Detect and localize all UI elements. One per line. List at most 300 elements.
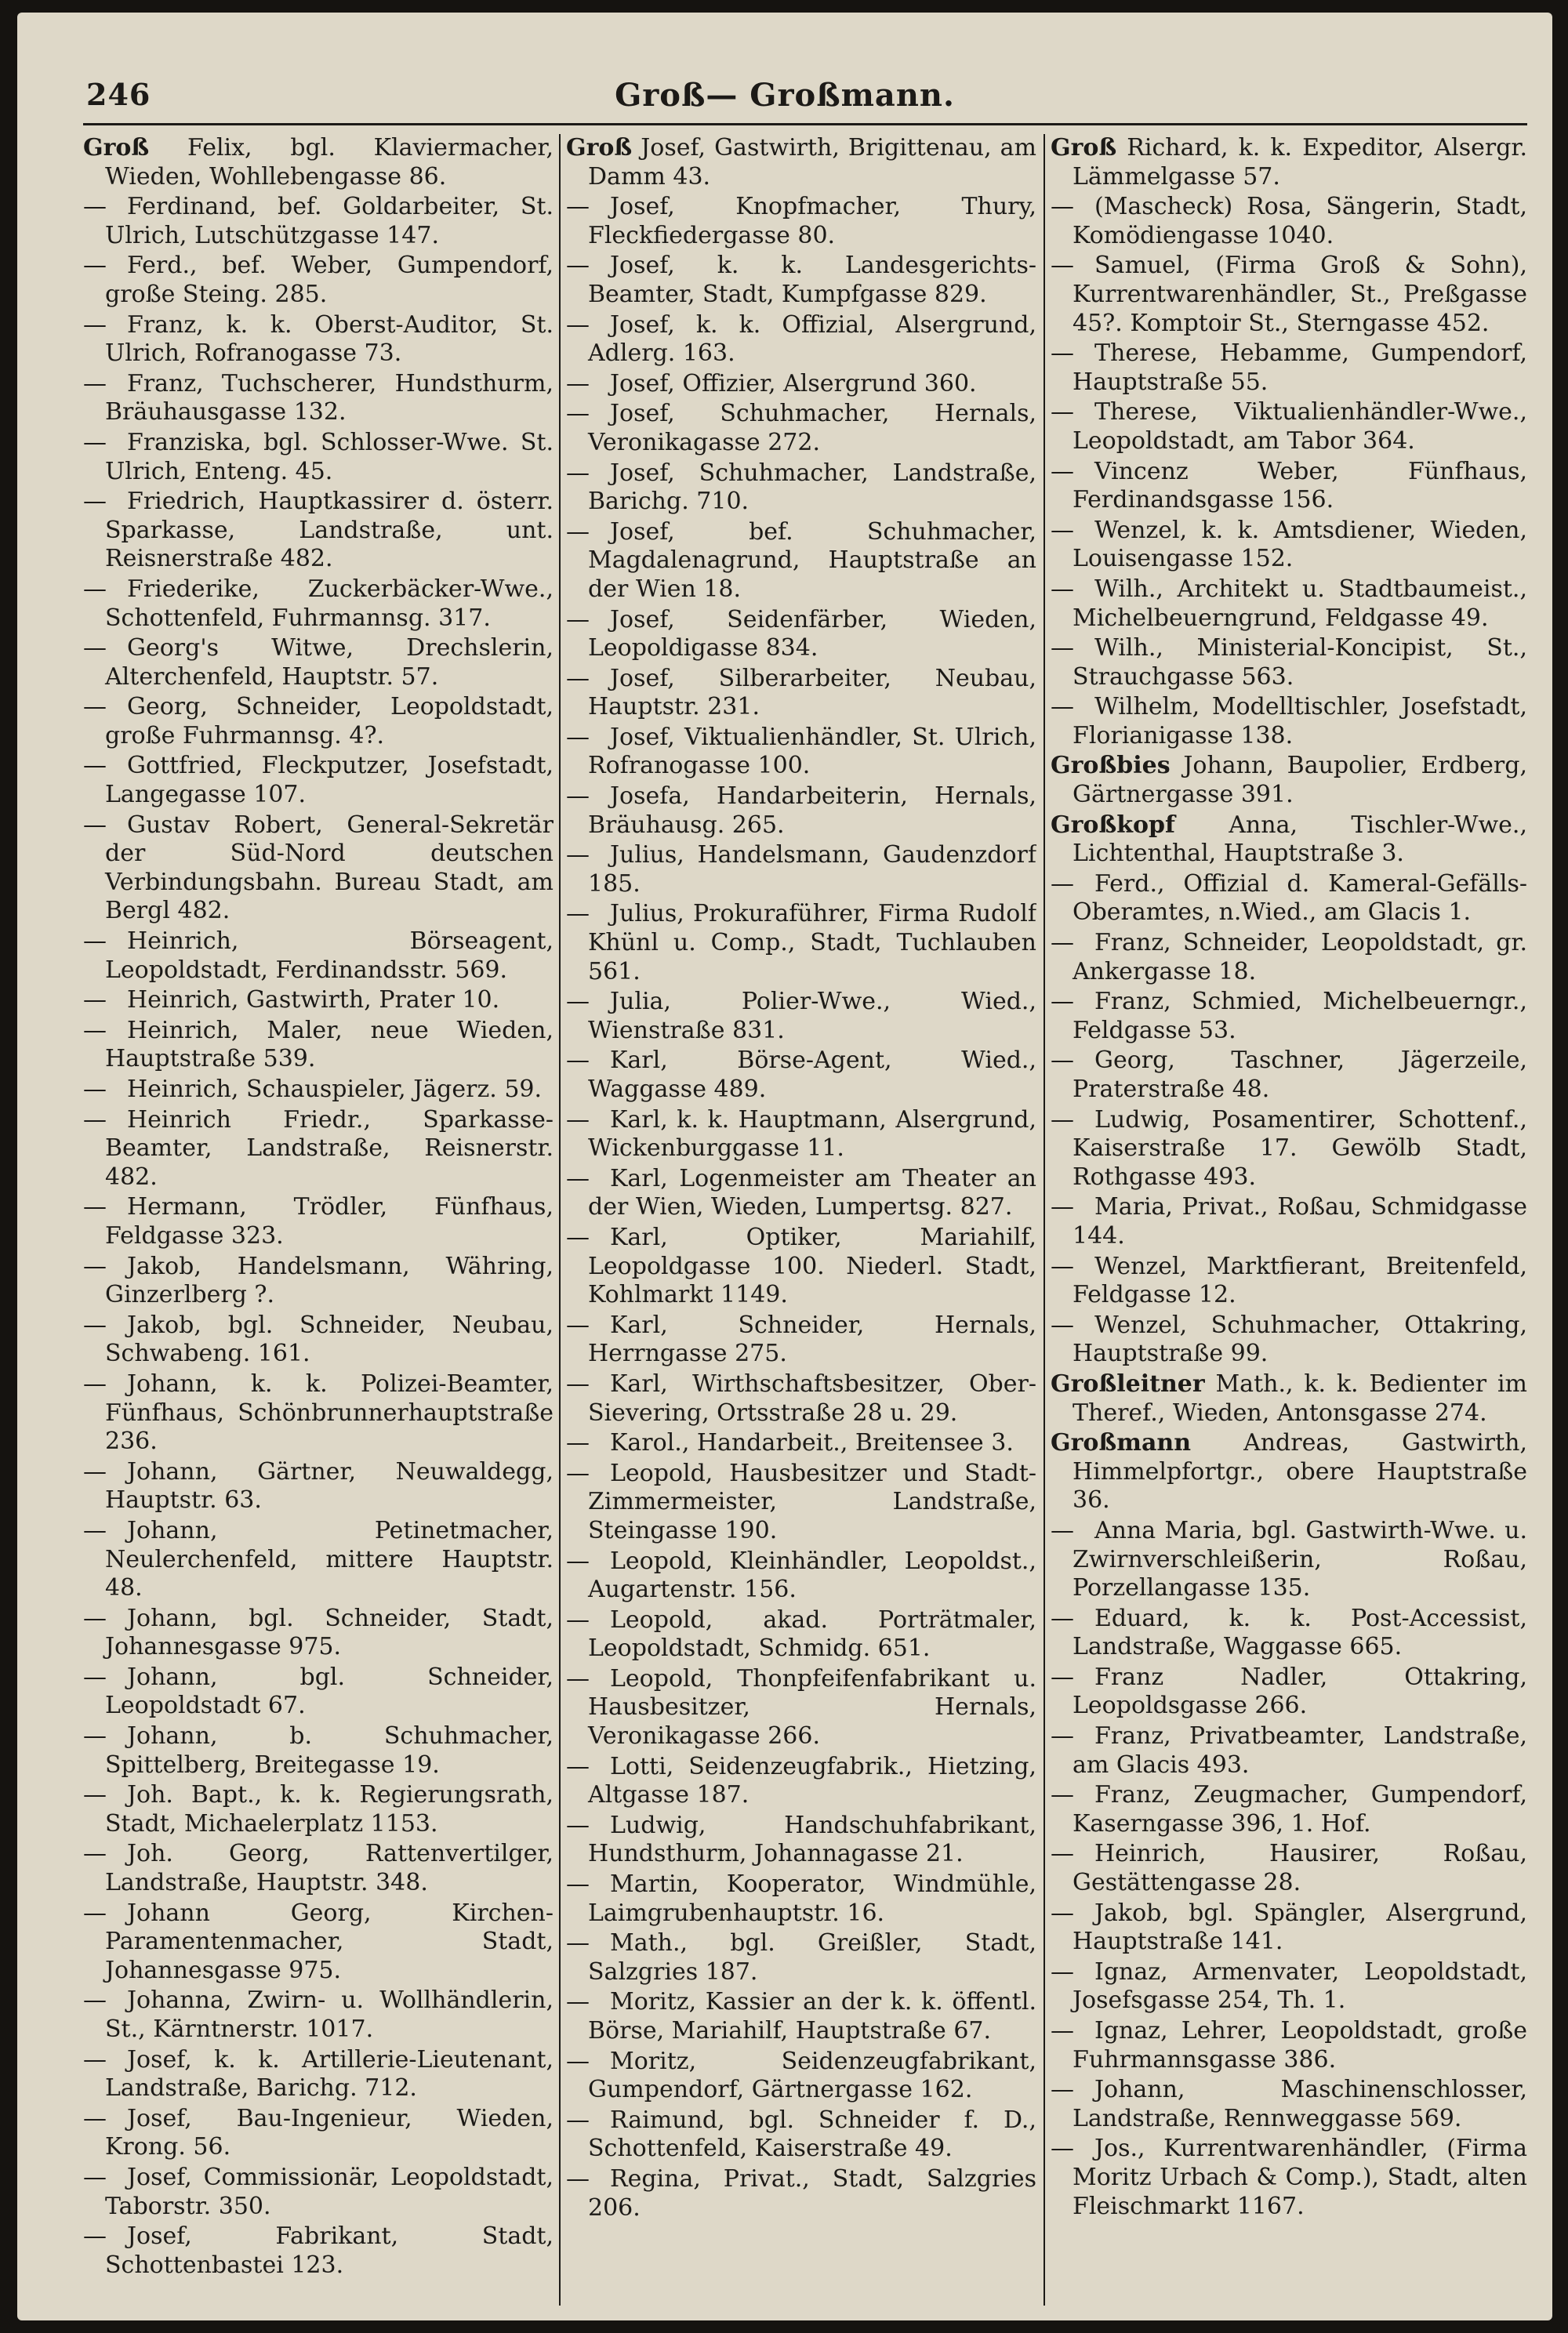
entry-text: Franz, Schneider, Leopoldstadt, gr. Ankergasse 18.	[1073, 929, 1527, 985]
directory-entry	[83, 1458, 554, 1515]
ditto-dash: —	[83, 1311, 107, 1339]
directory-entry	[566, 1312, 1036, 1369]
directory-entry	[83, 488, 554, 574]
directory-entry	[83, 1517, 554, 1603]
ditto-dash: —	[1051, 1516, 1074, 1544]
entry-text: Friedrich, Hauptkassirer d. österr. Sparkasse, Landstraße, unt. Reisnerstraße 482.	[105, 488, 554, 573]
entry-text: Jos., Kurrentwarenhändler, (Firma Moritz Urbach & Comp.), Stadt, alten Fleischmarkt 1167.	[1073, 2135, 1527, 2220]
entry-text: Wenzel, k. k. Amtsdiener, Wieden, Louisengasse 152.	[1073, 516, 1527, 573]
directory-entry	[1051, 1840, 1527, 1897]
column-2	[566, 134, 1036, 2306]
directory-entry	[1051, 634, 1527, 691]
entry-text: Jakob, Handelsmann, Währing, Ginzerlberg ?.	[105, 1252, 554, 1309]
ditto-dash: —	[83, 1370, 107, 1398]
directory-entry	[566, 1606, 1036, 1664]
directory-entry	[566, 665, 1036, 722]
ditto-dash: —	[566, 664, 590, 692]
directory-entry	[83, 2046, 554, 2103]
ditto-dash: —	[1051, 693, 1074, 721]
directory-entry	[1051, 252, 1527, 338]
directory-entry	[1051, 575, 1527, 633]
ditto-dash: —	[1051, 2135, 1074, 2163]
directory-entry	[566, 1665, 1036, 1751]
entry-surname: Großkopf	[1051, 811, 1175, 839]
ditto-dash: —	[566, 723, 590, 751]
entry-text: Karl, Wirthschaftsbesitzer, Ober-Sievering, Ortsstraße 28 u. 29.	[588, 1370, 1036, 1427]
directory-entry	[1051, 2017, 1527, 2074]
directory-entry	[83, 2222, 554, 2280]
entry-text: Karl, Schneider, Hernals, Herrngasse 275.	[588, 1311, 1036, 1368]
entry-text: Moritz, Seidenzeugfabrikant, Gumpendorf, Gärtnergasse 162.	[588, 2047, 1036, 2104]
directory-entry	[566, 2106, 1036, 2164]
entry-surname: Großmann	[1051, 1429, 1192, 1457]
ditto-dash: —	[566, 1370, 590, 1398]
ditto-dash: —	[1051, 1663, 1074, 1691]
entry-text: Franz, Tuchscherer, Hundsthurm, Bräuhausgasse 132.	[105, 369, 554, 426]
ditto-dash: —	[1051, 193, 1074, 221]
directory-entry	[566, 606, 1036, 663]
directory-entry	[83, 986, 554, 1015]
directory-entry	[83, 1722, 554, 1780]
entry-text: Josef, bef. Schuhmacher, Magdalenagrund, Hauptstraße an der Wien 18.	[588, 517, 1036, 603]
directory-entry	[566, 1047, 1036, 1104]
ditto-dash: —	[566, 1311, 590, 1339]
entry-text: Heinrich, Hausirer, Roßau, Gestättengasse 28.	[1073, 1840, 1527, 1897]
entry-text: Georg, Schneider, Leopoldstadt, große Fuhrmannsg. 4?.	[105, 693, 554, 749]
directory-entry	[1051, 870, 1527, 927]
directory-entry	[1051, 693, 1527, 750]
entry-text: Josef, Schuhmacher, Hernals, Veronikagasse 272.	[588, 400, 1036, 456]
entry-text: Johann, bgl. Schneider, Stadt, Johannesgasse 975.	[105, 1604, 554, 1661]
ditto-dash: —	[83, 1016, 107, 1044]
ditto-dash: —	[1051, 988, 1074, 1016]
entry-text: Josef, k. k. Landesgerichts-Beamter, Stadt, Kumpfgasse 829.	[588, 252, 1036, 308]
ditto-dash: —	[1051, 1899, 1074, 1927]
column-3	[1051, 134, 1527, 2306]
ditto-dash: —	[566, 310, 590, 339]
directory-entry	[83, 1840, 554, 1897]
column-1	[83, 134, 554, 2306]
ditto-dash: —	[83, 1663, 107, 1691]
entry-text: Johann, Gärtner, Neuwaldegg, Hauptstr. 63.	[105, 1457, 554, 1515]
directory-entry	[1051, 929, 1527, 986]
entry-text: Leopold, Hausbesitzer und Stadt-Zimmermeister, Landstraße, Steingasse 190.	[588, 1459, 1036, 1544]
ditto-dash: —	[83, 693, 107, 721]
directory-entry	[566, 1812, 1036, 1869]
directory-entry	[1051, 2135, 1527, 2221]
entry-text: Franz Nadler, Ottakring, Leopoldsgasse 266.	[1073, 1663, 1527, 1720]
entry-text: Ferdinand, bef. Goldarbeiter, St. Ulrich, Lutschützgasse 147.	[105, 193, 554, 249]
entry-text: Ludwig, Handschuhfabrikant, Hundsthurm, Johannagasse 21.	[588, 1811, 1036, 1868]
ditto-dash: —	[566, 252, 590, 280]
page-number: 246	[86, 77, 151, 112]
ditto-dash: —	[83, 369, 107, 397]
entry-text: Josef, Bau-Ingenieur, Wieden, Krong. 56.	[105, 2104, 554, 2161]
entry-text: Johann, Maschinenschlosser, Landstraße, Rennweggasse 569.	[1073, 2076, 1527, 2132]
entry-text: Johann, b. Schuhmacher, Spittelberg, Breitegasse 19.	[105, 1722, 554, 1779]
entry-surname: Groß	[566, 134, 633, 161]
entry-text: Heinrich Friedr., Sparkasse-Beamter, Landstraße, Reisnerstr. 482.	[105, 1105, 554, 1191]
directory-entry	[1051, 752, 1527, 809]
entry-text: Johann, Petinetmacher, Neulerchenfeld, mittere Hauptstr. 48.	[105, 1516, 554, 1602]
directory-entry	[1051, 193, 1527, 250]
ditto-dash: —	[83, 1604, 107, 1632]
ditto-dash: —	[1051, 339, 1074, 368]
ditto-dash: —	[1051, 398, 1074, 426]
entry-text: Jakob, bgl. Schneider, Neubau, Schwabeng. 161.	[105, 1311, 554, 1368]
ditto-dash: —	[1051, 1840, 1074, 1868]
ditto-dash: —	[83, 2045, 107, 2074]
directory-entry	[1051, 1370, 1527, 1428]
ditto-dash: —	[83, 488, 107, 516]
ditto-dash: —	[1051, 1105, 1074, 1134]
entry-text: Vincenz Weber, Fünfhaus, Ferdinandsgasse 156.	[1073, 457, 1527, 514]
ditto-dash: —	[83, 1193, 107, 1221]
ditto-dash: —	[83, 986, 107, 1014]
entry-text: Gottfried, Fleckputzer, Josefstadt, Langegasse 107.	[105, 752, 554, 809]
ditto-dash: —	[566, 193, 590, 221]
ditto-dash: —	[566, 1164, 590, 1192]
directory-entry	[566, 1870, 1036, 1928]
entry-text: Johann, k. k. Polizei-Beamter, Fünfhaus, Schönbrunnerhauptstraße 236.	[105, 1370, 554, 1456]
ditto-dash: —	[566, 459, 590, 487]
ditto-dash: —	[1051, 457, 1074, 485]
directory-entry	[566, 1224, 1036, 1310]
ditto-dash: —	[566, 1929, 590, 1957]
ditto-dash: —	[83, 927, 107, 956]
entry-text: Gustav Robert, General-Sekretär der Süd-Nord deutschen Verbindungsbahn. Bureau Stadt, am Bergl 482.	[105, 811, 554, 925]
directory-entry	[83, 752, 554, 809]
ditto-dash: —	[83, 1076, 107, 1103]
ditto-dash: —	[1051, 252, 1074, 280]
directory-entry	[1051, 1664, 1527, 1721]
directory-entry	[566, 1106, 1036, 1163]
directory-entry	[566, 370, 1036, 399]
directory-entry	[83, 1312, 554, 1369]
ditto-dash: —	[566, 1870, 590, 1899]
ditto-dash: —	[1051, 634, 1074, 662]
ditto-dash: —	[1051, 516, 1074, 544]
ditto-dash: —	[83, 428, 107, 456]
ditto-dash: —	[83, 310, 107, 339]
ditto-dash: —	[83, 1252, 107, 1280]
directory-entry	[566, 1753, 1036, 1810]
directory-entry	[566, 900, 1036, 986]
directory-entry	[83, 1899, 554, 1986]
ditto-dash: —	[1051, 1957, 1074, 1986]
entry-text: Hermann, Trödler, Fünfhaus, Feldgasse 323.	[105, 1193, 554, 1250]
running-head: Groß— Großmann.	[615, 77, 955, 114]
directory-entry	[566, 2048, 1036, 2105]
column-divider	[1044, 134, 1045, 2306]
entry-text: Johann, Baupolier, Erdberg, Gärtnergasse 391.	[1073, 752, 1527, 809]
directory-entry	[566, 193, 1036, 250]
ditto-dash: —	[83, 811, 107, 839]
entry-text: Leopold, akad. Porträtmaler, Leopoldstadt, Schmidg. 651.	[588, 1606, 1036, 1663]
entry-text: Josef, k. k. Offizial, Alsergrund, Adlerg. 163.	[588, 310, 1036, 368]
ditto-dash: —	[566, 2047, 590, 2075]
directory-entry	[83, 575, 554, 633]
entry-text: Julius, Prokuraführer, Firma Rudolf Khünl u. Comp., Stadt, Tuchlauben 561.	[588, 900, 1036, 985]
entry-text: Georg's Witwe, Drechslerin, Alterchenfeld, Hauptstr. 57.	[105, 634, 554, 691]
directory-entry	[566, 1460, 1036, 1546]
entry-text: Johann, bgl. Schneider, Leopoldstadt 67.	[105, 1663, 554, 1720]
directory-entry	[83, 429, 554, 486]
entry-text: Therese, Viktualienhändler-Wwe., Leopoldstadt, am Tabor 364.	[1073, 398, 1527, 455]
entry-text: Julia, Polier-Wwe., Wied., Wienstraße 831.	[588, 988, 1036, 1044]
entry-text: Leopold, Thonpfeifenfabrikant u. Hausbesitzer, Hernals, Veronikagasse 266.	[588, 1664, 1036, 1751]
directory-entry	[566, 724, 1036, 781]
entry-surname: Großleitner	[1051, 1370, 1205, 1398]
directory-entry	[566, 518, 1036, 604]
entry-text: Joh. Georg, Rattenvertilger, Landstraße, Hauptstr. 348.	[105, 1840, 554, 1897]
directory-entry	[83, 811, 554, 926]
directory-entry	[1051, 1605, 1527, 1662]
ditto-dash: —	[1051, 1311, 1074, 1339]
entry-surname: Groß	[83, 134, 150, 161]
ditto-dash: —	[1051, 575, 1074, 603]
ditto-dash: —	[83, 575, 107, 603]
ditto-dash: —	[566, 1429, 590, 1457]
entry-text: Heinrich, Maler, neue Wieden, Hauptstraße 539.	[105, 1016, 554, 1073]
directory-entry	[566, 1988, 1036, 2045]
ditto-dash: —	[83, 1899, 107, 1927]
ditto-dash: —	[83, 752, 107, 780]
directory-entry	[83, 1017, 554, 1074]
entry-text: Richard, k. k. Expeditor, Alsergr. Lämmelgasse 57.	[1073, 134, 1527, 190]
entry-text: Franz, Schmied, Michelbeuerngr., Feldgasse 53.	[1073, 988, 1527, 1044]
directory-entry	[1051, 1193, 1527, 1250]
entry-text: Josef, Offizier, Alsergrund 360.	[610, 369, 977, 397]
entry-text: Eduard, k. k. Post-Accessist, Landstraße, Waggasse 665.	[1073, 1604, 1527, 1661]
ditto-dash: —	[83, 1105, 107, 1134]
ditto-dash: —	[566, 1223, 590, 1251]
directory-entry	[1051, 1958, 1527, 2016]
entry-text: Franz, Privatbeamter, Landstraße, am Glacis 493.	[1073, 1722, 1527, 1779]
entry-text: Anna Maria, bgl. Gastwirth-Wwe. u. Zwirnverschleißerin, Roßau, Porzellangasse 135.	[1073, 1516, 1527, 1602]
entry-text: Heinrich, Gastwirth, Prater 10.	[127, 986, 500, 1014]
entry-text: Wenzel, Schuhmacher, Ottakring, Hauptstraße 99.	[1073, 1311, 1527, 1368]
ditto-dash: —	[566, 1664, 590, 1693]
ditto-dash: —	[566, 1606, 590, 1634]
directory-entry	[566, 134, 1036, 191]
directory-entry	[83, 370, 554, 427]
directory-entry	[1051, 458, 1527, 515]
ditto-dash: —	[83, 2163, 107, 2191]
directory-entry	[566, 252, 1036, 309]
ditto-dash: —	[1051, 2017, 1074, 2045]
ditto-dash: —	[566, 900, 590, 928]
entry-text: Julius, Handelsmann, Gaudenzdorf 185.	[588, 841, 1036, 898]
directory-entry	[83, 2105, 554, 2162]
ditto-dash: —	[566, 1047, 590, 1075]
entry-text: Anna, Tischler-Wwe., Lichtenthal, Hauptstraße 3.	[1073, 811, 1527, 868]
ditto-dash: —	[566, 1988, 590, 2016]
directory-entry	[1051, 1429, 1527, 1515]
entry-text: Josef, Silberarbeiter, Neubau, Hauptstr. 231.	[588, 664, 1036, 721]
directory-entry	[1051, 1106, 1527, 1192]
ditto-dash: —	[566, 400, 590, 428]
entry-text: Georg, Taschner, Jägerzeile, Praterstraße 48.	[1073, 1047, 1527, 1103]
ditto-dash: —	[566, 988, 590, 1016]
directory-entry	[83, 1193, 554, 1250]
entry-text: Josef, Viktualienhändler, St. Ulrich, Rofranogasse 100.	[588, 723, 1036, 780]
directory-entry	[1051, 398, 1527, 455]
directory-entry	[83, 1664, 554, 1721]
directory-entry	[566, 841, 1036, 898]
directory-entry	[1051, 1253, 1527, 1310]
directory-entry	[83, 1076, 554, 1105]
entry-text: Josefa, Handarbeiterin, Hernals, Bräuhausg. 265.	[588, 782, 1036, 839]
directory-entry	[1051, 1899, 1527, 1957]
ditto-dash: —	[566, 2106, 590, 2134]
entry-text: Regina, Privat., Stadt, Salzgries 206.	[588, 2164, 1036, 2222]
directory-entry	[1051, 134, 1527, 191]
entry-text: Karl, Logenmeister am Theater an der Wien, Wieden, Lumpertsg. 827.	[588, 1164, 1036, 1221]
directory-entry	[566, 459, 1036, 517]
entry-text: Math., bgl. Greißler, Stadt, Salzgries 187.	[588, 1929, 1036, 1986]
entry-text: Leopold, Kleinhändler, Leopoldst., Augartenstr. 156.	[588, 1547, 1036, 1604]
directory-entry	[566, 1929, 1036, 1986]
entry-text: Karl, Börse-Agent, Wied., Waggasse 489.	[588, 1047, 1036, 1103]
directory-entry	[1051, 517, 1527, 574]
entry-text: Joh. Bapt., k. k. Regierungsrath, Stadt, Michaelerplatz 1153.	[105, 1781, 554, 1838]
entry-text: Heinrich, Schauspieler, Jägerz. 59.	[127, 1076, 543, 1103]
directory-entry	[566, 1165, 1036, 1222]
ditto-dash: —	[83, 193, 107, 221]
directory-entry	[83, 1781, 554, 1838]
entry-text: Andreas, Gastwirth, Himmelpfortgr., obere Hauptstraße 36.	[1073, 1429, 1527, 1515]
directory-entry	[83, 1986, 554, 2044]
directory-entry	[566, 2165, 1036, 2222]
entry-text: Johanna, Zwirn- u. Wollhändlerin, St., Kärntnerstr. 1017.	[105, 1986, 554, 2043]
header-rule	[83, 123, 1527, 125]
entry-text: Franziska, bgl. Schlosser-Wwe. St. Ulrich, Enteng. 45.	[105, 428, 554, 485]
entry-text: Ludwig, Posamentirer, Schottenf., Kaiserstraße 17. Gewölb Stadt, Rothgasse 493.	[1073, 1105, 1527, 1191]
entry-surname: Großbies	[1051, 752, 1171, 780]
entry-text: Friederike, Zuckerbäcker-Wwe., Schottenfeld, Fuhrmannsg. 317.	[105, 575, 554, 632]
entry-text: Ferd., Offizial d. Kameral-Gefälls-Oberamtes, n.Wied., am Glacis 1.	[1073, 869, 1527, 927]
entry-text: Raimund, bgl. Schneider f. D., Schottenfeld, Kaiserstraße 49.	[588, 2106, 1036, 2163]
ditto-dash: —	[566, 1752, 590, 1780]
entry-text: Josef, Commissionär, Leopoldstadt, Taborstr. 350.	[105, 2163, 554, 2220]
entry-text: Wilh., Architekt u. Stadtbaumeist., Michelbeuerngrund, Feldgasse 49.	[1073, 575, 1527, 632]
ditto-dash: —	[83, 634, 107, 662]
ditto-dash: —	[83, 1986, 107, 2015]
directory-entry	[1051, 1047, 1527, 1104]
entry-text: Maria, Privat., Roßau, Schmidgasse 144.	[1073, 1193, 1527, 1250]
directory-entry	[83, 1605, 554, 1662]
directory-entry	[83, 1106, 554, 1192]
entry-text: Ferd., bef. Weber, Gumpendorf, große Steing. 285.	[105, 252, 554, 308]
directory-entry	[83, 927, 554, 985]
directory-entry	[566, 988, 1036, 1045]
ditto-dash: —	[1051, 929, 1074, 957]
entry-text: Josef, Gastwirth, Brigittenau, am Damm 43.	[588, 134, 1036, 190]
ditto-dash: —	[566, 841, 590, 869]
entry-text: Heinrich, Börseagent, Leopoldstadt, Ferdinandsstr. 569.	[105, 927, 554, 984]
entry-text: Franz, k. k. Oberst-Auditor, St. Ulrich, Rofranogasse 73.	[105, 310, 554, 368]
ditto-dash: —	[83, 2222, 107, 2251]
entry-text: Wilh., Ministerial-Koncipist, St., Strauchgasse 563.	[1073, 634, 1527, 691]
entry-text: Josef, k. k. Artillerie-Lieutenant, Landstraße, Barichg. 712.	[105, 2045, 554, 2103]
ditto-dash: —	[566, 605, 590, 633]
ditto-dash: —	[566, 1547, 590, 1575]
entry-text: Therese, Hebamme, Gumpendorf, Hauptstraße 55.	[1073, 339, 1527, 396]
entry-text: Jakob, bgl. Spängler, Alsergrund, Hauptstraße 141.	[1073, 1899, 1527, 1956]
entry-text: Wenzel, Marktfierant, Breitenfeld, Feldgasse 12.	[1073, 1252, 1527, 1309]
directory-entry	[1051, 988, 1527, 1045]
directory-entry	[83, 693, 554, 750]
directory-page	[17, 13, 1552, 2320]
entry-text: Josef, Fabrikant, Stadt, Schottenbastei 123.	[105, 2222, 554, 2279]
ditto-dash: —	[83, 252, 107, 280]
entry-text: Moritz, Kassier an der k. k. öffentl. Börse, Mariahilf, Hauptstraße 67.	[588, 1988, 1036, 2045]
ditto-dash: —	[566, 1811, 590, 1839]
directory-entry	[83, 134, 554, 191]
directory-entry	[1051, 1517, 1527, 1603]
ditto-dash: —	[566, 2164, 590, 2193]
directory-entry	[1051, 811, 1527, 869]
ditto-dash: —	[566, 1105, 590, 1134]
ditto-dash: —	[566, 517, 590, 546]
entry-text: Ignaz, Lehrer, Leopoldstadt, große Fuhrmannsgasse 386.	[1073, 2017, 1527, 2074]
ditto-dash: —	[83, 1781, 107, 1809]
ditto-dash: —	[83, 1516, 107, 1544]
directory-entry	[83, 193, 554, 250]
entry-text: Felix, bgl. Klaviermacher, Wieden, Wohllebengasse 86.	[105, 134, 554, 190]
ditto-dash: —	[83, 2104, 107, 2132]
entry-text: Samuel, (Firma Groß & Sohn), Kurrentwarenhändler, St., Preßgasse 45?. Komptoir St., Sterngasse 452.	[1073, 252, 1527, 337]
entry-text: Karl, k. k. Hauptmann, Alsergrund, Wickenburggasse 11.	[588, 1105, 1036, 1163]
ditto-dash: —	[1051, 1781, 1074, 1809]
directory-entry	[83, 1253, 554, 1310]
entry-text: Johann Georg, Kirchen-Paramentenmacher, Stadt, Johannesgasse 975.	[105, 1899, 554, 1984]
directory-entry	[83, 634, 554, 691]
directory-entry	[566, 1429, 1036, 1458]
directory-entry	[566, 311, 1036, 368]
ditto-dash: —	[1051, 1047, 1074, 1075]
ditto-dash: —	[83, 1840, 107, 1868]
directory-entry	[566, 782, 1036, 840]
entry-text: Karol., Handarbeit., Breitensee 3.	[610, 1429, 1014, 1457]
ditto-dash: —	[83, 1457, 107, 1486]
entry-text: Karl, Optiker, Mariahilf, Leopoldgasse 100. Niederl. Stadt, Kohlmarkt 1149.	[588, 1223, 1036, 1309]
column-divider	[559, 134, 561, 2306]
entry-text: Math., k. k. Bedienter im Theref., Wieden, Antonsgasse 274.	[1073, 1370, 1527, 1427]
directory-entry	[1051, 1722, 1527, 1780]
entry-text: Josef, Knopfmacher, Thury, Fleckfiedergasse 80.	[588, 193, 1036, 249]
directory-entry	[83, 1370, 554, 1457]
ditto-dash: —	[566, 369, 590, 397]
ditto-dash: —	[1051, 2076, 1074, 2104]
entry-text: Josef, Seidenfärber, Wieden, Leopoldigasse 834.	[588, 605, 1036, 662]
entry-text: Martin, Kooperator, Windmühle, Laimgrubenhauptstr. 16.	[588, 1870, 1036, 1927]
ditto-dash: —	[1051, 1193, 1074, 1221]
directory-entry	[1051, 2076, 1527, 2133]
directory-entry	[566, 1370, 1036, 1428]
entry-text: Lotti, Seidenzeugfabrik., Hietzing, Altgasse 187.	[588, 1752, 1036, 1809]
ditto-dash: —	[566, 782, 590, 811]
ditto-dash: —	[1051, 1722, 1074, 1751]
entry-text: Ignaz, Armenvater, Leopoldstadt, Josefsgasse 254, Th. 1.	[1073, 1957, 1527, 2015]
directory-entry	[1051, 1781, 1527, 1838]
entry-text: Franz, Zeugmacher, Gumpendorf, Kaserngasse 396, 1. Hof.	[1073, 1781, 1527, 1838]
directory-entry	[83, 311, 554, 368]
entry-surname: Groß	[1051, 134, 1117, 161]
directory-entry	[566, 1547, 1036, 1605]
directory-entry	[1051, 339, 1527, 397]
